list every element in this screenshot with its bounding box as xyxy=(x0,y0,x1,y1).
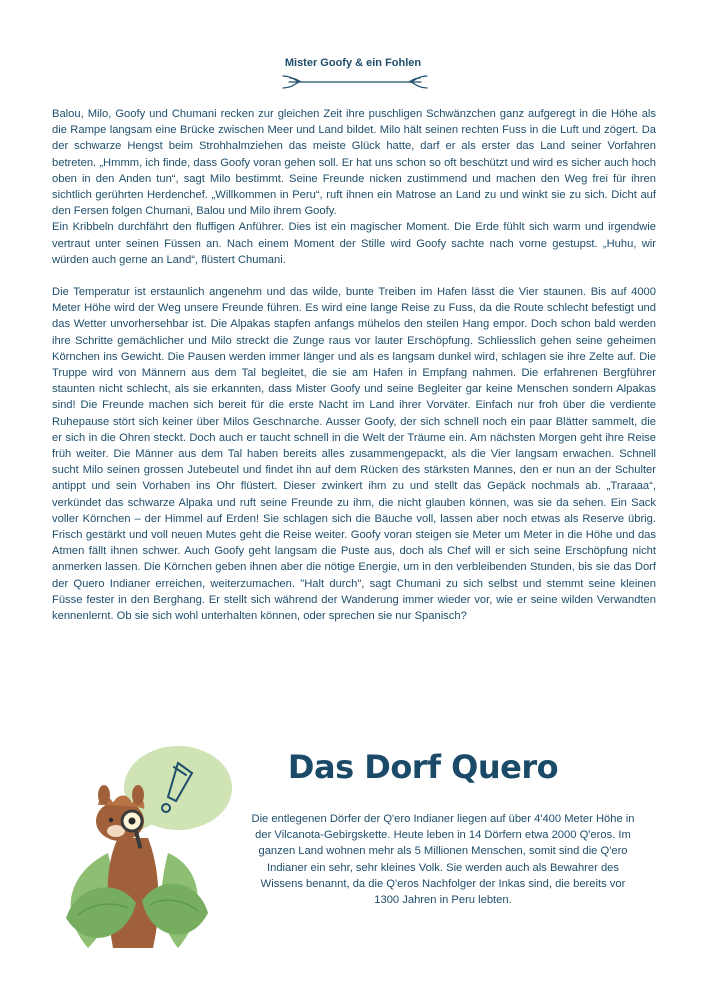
story-paragraph: Balou, Milo, Goofy und Chumani recken zur gleichen Zeit ihre puschligen Schwänzchen ganz aufgeregt in die Höhe als die Rampe langsam eine Brücke zwischen Meer und Land bildet. Milo hält seinen rechten Fuss in die Luft und zögert. Da der schwarze Hengst beim Strohhalmziehen das meiste Glück hatte, darf er als erster das Land seiner Vorfahren betreten. „Hmmm, ich finde, dass Goofy voran gehen soll. Er hat uns schon so oft beschützt und wird es sicher auch hoch oben in den Anden tun“, sagt Milo bestimmt. Seine Freunde nicken zustimmend und machen den Weg frei für ihren sichtlich gerührten Herdenchef. „Willkommen in Peru“, ruft ihnen ein Matrose an Land zu und winkt sie zu sich. Dicht auf den Fersen folgen Chumani, Balou und Milo ihrem Goofy. xyxy=(52,108,656,218)
alpaca-with-magnifier-icon xyxy=(58,743,236,953)
page-title: Mister Goofy & ein Fohlen xyxy=(284,57,422,69)
divider-ornament xyxy=(281,72,429,92)
info-text: Die entlegenen Dörfer der Q'ero Indianer liegen auf über 4'400 Meter Höhe in der Vilcanota-Gebirgskette. Heute leben in 14 Dörfern etwa 2000 Q'eros. Im ganzen Land wohnen mehr als 5 Millionen Menschen, somit sind die Q'ero Indianer ein sehr, sehr kleines Volk. Sie werden auch als Bewahrer des Wissens benannt, da die Q'eros Nachfolger der Inkas sind, die bereits vor 1300 Jahren in Peru lebten. xyxy=(251,813,635,907)
section-heading: Das Dorf Quero xyxy=(287,748,559,786)
story-paragraph: Ein Kribbeln durchfährt den fluffigen Anführer. Dies ist ein magischer Moment. Die Erde fühlt sich warm und irgendwie vertraut unter seinen Füssen an. Nach einem Moment der Stille wird Goofy sachte nach vorne gestupst. „Huhu, wir würden auch gerne an Land“, flüstert Chumani. xyxy=(52,221,656,266)
story-paragraph: Die Temperatur ist erstaunlich angenehm und das wilde, bunte Treiben im Hafen lässt die Vier staunen. Bis auf 4000 Meter Höhe wird der Weg unsere Freunde führen. Es wird eine lange Reise zu Fuss, da die Route schlecht befestigt und das Wetter unvorhersehbar ist. Die Alpakas stapfen anfangs mühelos den steilen Hang empor. Doch schon bald werden ihre Schritte gemächlicher und Milo streckt die Zunge raus vor lauter Erschöpfung. Schliesslich gehen seine geheimen Körnchen ins Gewicht. Die Pausen werden immer länger und als es langsam dunkel wird, schlagen sie ihre Zelte auf. Die Truppe wird von Männern aus dem Tal begleitet, die sie am Hafen in Empfang nahmen. Die erfahrenen Bergführer staunten nicht schlecht, als sie erkannten, dass Mister Goofy und seine Begleiter gar keine Menschen sondern Alpakas sind! Die Freunde machen sich bereit für die erste Nacht im Land ihrer Vorväter. Einfach nur froh über die verdiente Ruhepause stört sich keiner über Milos Geschnarche. Ausser Goofy, der sich schnell noch ein paar Blätter sammelt, die er sich in die Ohren steckt. Doch auch er taucht schnell in die Welt der Träume ein. Am nächsten Morgen geht ihre Reise früh weiter. Die Männer aus dem Tal haben bereits alles zusammengepackt, als die Vier langsam erwachen. Schnell sucht Milo seinen grossen Jutebeutel und findet ihn auf dem Rücken des stärksten Mannes, den er nun an der Schulter antippt und sein Vorhaben ins Ohr flüstert. Dieser zwinkert ihm zu und stellt das Gepäck nochmals ab. „Traraaa“, verkündet das schwarze Alpaka und ruft seine Freunde zu ihm, die nicht glauben können, was sie da sehen. Ein Sack voller Körnchen – der Himmel auf Erden! Sie schlagen sich die Bäuche voll, lassen aber noch etwas als Reserve übrig. Frisch gestärkt und voll neuen Mutes geht die Reise weiter. Goofy voran steigen sie Meter um Meter in die Höhe und das Atmen fällt ihnen schwer. Auch Goofy geht langsam die Puste aus, doch als Chef will er sich seine Erschöpfung nicht anmerken lassen. Die Körnchen geben ihnen aber die nötige Energie, um in den verbleibenden Stunden, bis sie das Dorf der Quero Indianer erreichen, weiterzumachen. "Halt durch", sagt Chumani zu sich selbst und stemmt seine kleinen Füsse fester in den Berghang. Er stellt sich während der Wanderung immer wieder vor, wie er seine wilden Verwandten kennenlernt. Ob sie sich wohl unterhalten können, oder sprechen sie nur Spanisch? xyxy=(52,286,656,623)
story-text xyxy=(52,106,656,624)
